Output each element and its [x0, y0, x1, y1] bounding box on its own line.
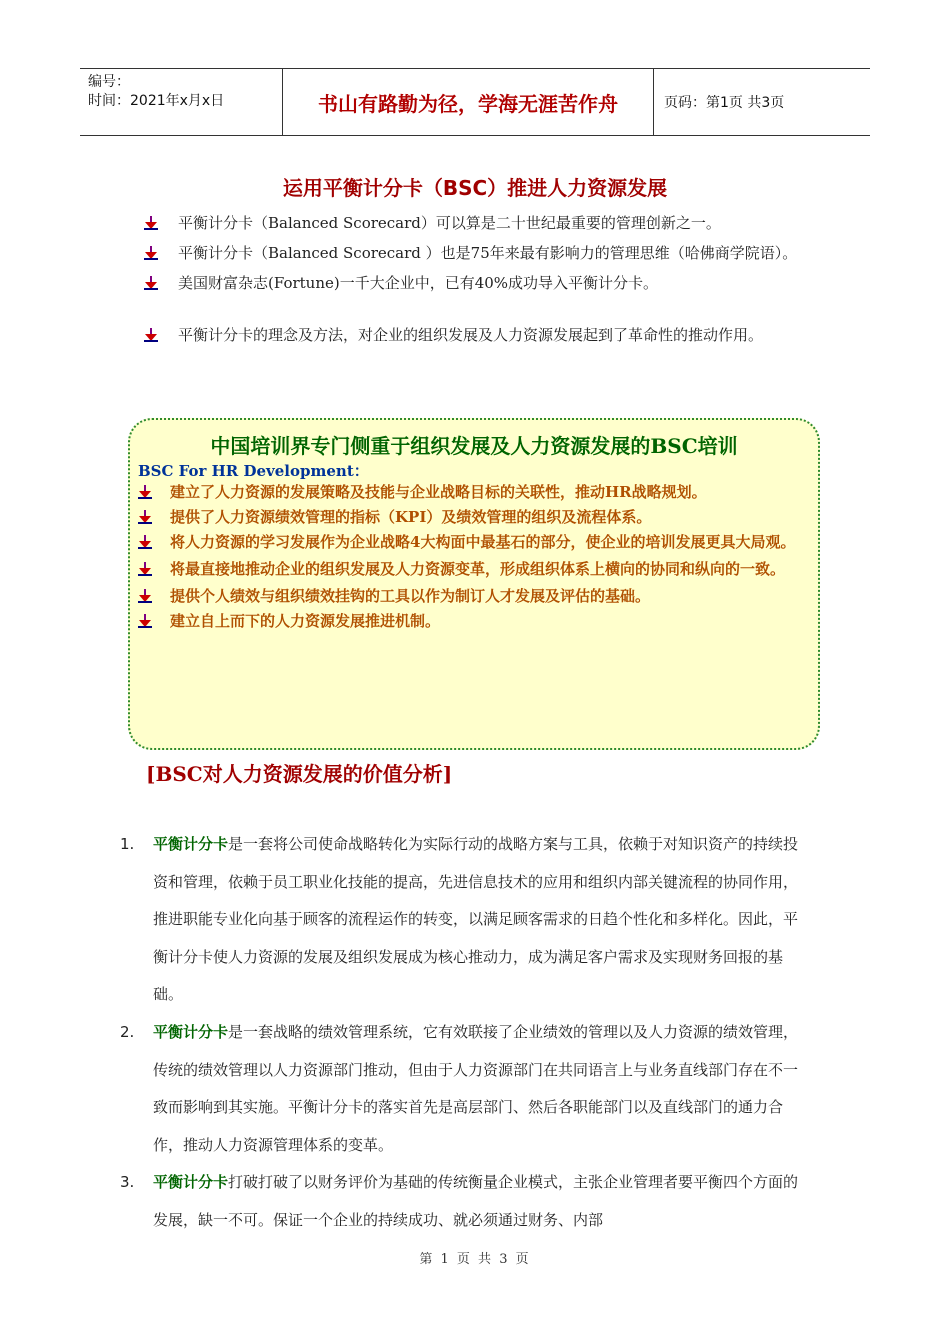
box-bullet-text: 提供了人力资源绩效管理的指标（KPI）及绩效管理的组织及流程体系。 [170, 508, 652, 526]
box-bullet-list [136, 480, 816, 634]
box-bullet-text: 建立自上而下的人力资源发展推进机制。 [170, 612, 441, 630]
serial-label: 编号： [88, 74, 130, 90]
arrow-bullet-icon [138, 535, 152, 549]
box-bullet [136, 609, 816, 633]
numbered-list [120, 826, 800, 1240]
intro-bullet-list [140, 208, 820, 350]
document-title: 运用平衡计分卡（BSC）推进人力资源发展 [282, 176, 668, 200]
box-bullet-text: 将人力资源的学习发展作为企业战略4大构面中最基石的部分，使企业的培训发展更具大局观。 [170, 533, 796, 551]
box-bullet [136, 530, 816, 554]
intro-bullet [140, 238, 820, 268]
intro-bullet-text: 平衡计分卡的理念及方法，对企业的组织发展及人力资源发展起到了革命性的推动作用。 [178, 326, 764, 344]
numbered-item [120, 826, 800, 1014]
box-bullet-text: 建立了人力资源的发展策略及技能与企业战略目标的关联性，推动HR战略规划。 [170, 483, 707, 501]
item-number: 2. [120, 1022, 135, 1041]
item-keyword: 平衡计分卡 [153, 835, 229, 853]
item-text: 打破打破了以财务评价为基础的传统衡量企业模式，主张企业管理者要平衡四个方面的发展，缺一不可。保证一个企业的持续成功、就必须通过财务、内部 [153, 1173, 799, 1229]
intro-bullet [140, 320, 820, 350]
time-label: 时间：2021年x月x日 [88, 93, 225, 109]
numbered-item [120, 1164, 800, 1239]
intro-bullet-text: 平衡计分卡（Balanced Scorecard ）也是75年来最有影响力的管理思维（哈佛商学院语）。 [178, 244, 798, 262]
box-bullet-text: 提供个人绩效与组织绩效挂钩的工具以作为制订人才发展及评估的基础。 [170, 587, 651, 605]
item-text: 是一套将公司使命战略转化为实际行动的战略方案与工具，依赖于对知识资产的持续投资和管理，依赖于员工职业化技能的提高，先进信息技术的应用和组织内部关键流程的协同作用，推进职能专业化向基于顾客的流程运作的转变，以满足顾客需求的日趋个性化和多样化。因此，平衡计分卡使人力资源的发展及组织发展成为核心推动力，成为满足客户需求及实现财务回报的基础。 [153, 835, 799, 1004]
box-bullet [136, 505, 816, 529]
section-heading: [BSC对人力资源发展的价值分析] [146, 762, 453, 786]
item-keyword: 平衡计分卡 [153, 1022, 229, 1041]
box-bullet [136, 557, 816, 581]
arrow-bullet-icon [138, 614, 152, 628]
box-subtitle: BSC For HR Development： [138, 462, 369, 480]
arrow-bullet-icon [144, 276, 158, 290]
item-keyword: 平衡计分卡 [153, 1173, 229, 1192]
intro-bullet [140, 208, 820, 238]
arrow-bullet-icon [144, 216, 158, 230]
box-bullet [136, 480, 816, 504]
bsc-training-box [128, 418, 820, 750]
intro-bullet-text: 平衡计分卡（Balanced Scorecard）可以算是二十世纪最重要的管理创新之一。 [178, 214, 721, 232]
page-footer: 第 1 页 共 3 页 [419, 1252, 531, 1267]
item-text: 是一套战略的绩效管理系统，它有效联接了企业绩效的管理以及人力资源的绩效管理，传统的绩效管理以人力资源部门推动，但由于人力资源部门在共同语言上与业务直线部门存在不一致而影响到其实施。平衡计分卡的落实首先是高层部门、然后各职能部门以及直线部门的通力合作，推动人力资源管理体系的变革。 [153, 1022, 799, 1154]
arrow-bullet-icon [144, 328, 158, 342]
box-bullet-text: 将最直接地推动企业的组织发展及人力资源变革，形成组织体系上横向的协同和纵向的一致。 [170, 560, 786, 578]
header-motto: 书山有路勤为径，学海无涯苦作舟 [282, 69, 654, 135]
intro-bullet-text: 美国财富杂志(Fortune)一千大企业中，已有40%成功导入平衡计分卡。 [178, 274, 659, 292]
item-number: 1. [120, 835, 135, 853]
arrow-bullet-icon [138, 510, 152, 524]
arrow-bullet-icon [138, 485, 152, 499]
header-meta [80, 69, 282, 135]
arrow-bullet-icon [138, 562, 152, 576]
box-title: 中国培训界专门侧重于组织发展及人力资源发展的BSC培训 [210, 434, 738, 458]
box-bullet [136, 584, 816, 608]
arrow-bullet-icon [144, 246, 158, 260]
numbered-item [120, 1014, 800, 1164]
item-number: 3. [120, 1173, 135, 1192]
arrow-bullet-icon [138, 589, 152, 603]
intro-bullet [140, 268, 820, 298]
header-page-info: 页码：第1页 共3页 [664, 95, 785, 111]
header-table [80, 68, 870, 136]
